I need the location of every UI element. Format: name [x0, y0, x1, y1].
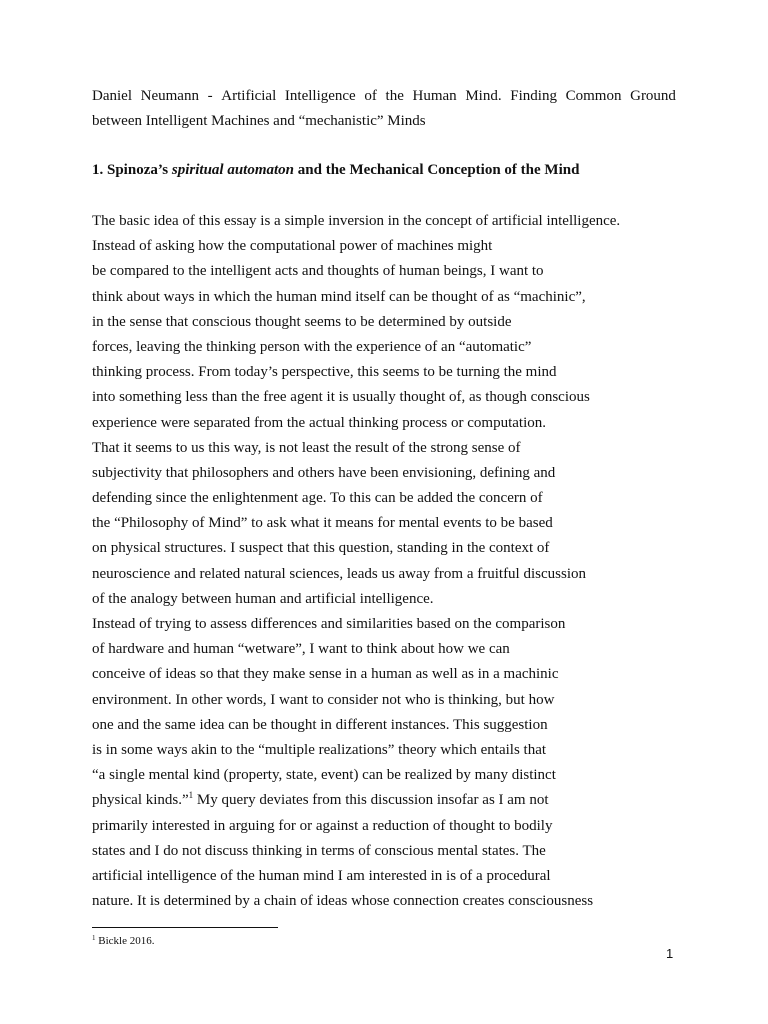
body-line-footnote-before: physical kinds.”	[92, 792, 189, 809]
body-line: thinking process. From today’s perspective, this seems to be turning the mind	[92, 364, 557, 381]
body-line: in the sense that conscious thought seems to be determined by outside	[92, 313, 512, 330]
footnote-reference[interactable]: 1	[188, 790, 194, 801]
body-text	[92, 209, 692, 914]
body-line: forces, leaving the thinking person with the experience of an “automatic”	[92, 338, 532, 355]
section-heading	[92, 158, 579, 183]
document-header	[92, 84, 676, 134]
body-line: subjectivity that philosophers and others have been envisioning, defining and	[92, 464, 556, 481]
body-line: The basic idea of this essay is a simple inversion in the concept of artificial intelligence.	[92, 213, 621, 229]
title-word: Human	[412, 88, 457, 104]
body-line: one and the same idea can be thought in different instances. This suggestion	[92, 716, 548, 733]
title-word: -	[207, 88, 213, 104]
section-heading-italic: spiritual automaton	[171, 162, 295, 178]
body-line: Instead of trying to assess differences and similarities based on the comparison	[92, 616, 566, 632]
body-line: of the analogy between human and artificial intelligence.	[92, 590, 434, 607]
title-word: Neumann	[140, 88, 199, 104]
body-line: think about ways in which the human mind itself can be thought of as “machinic”,	[92, 288, 586, 305]
body-line: the “Philosophy of Mind” to ask what it means for mental events to be based	[92, 515, 553, 532]
footnote-marker: 1	[92, 934, 96, 942]
title-word: Intelligence	[284, 88, 356, 104]
body-line: into something less than the free agent it is usually thought of, as though conscious	[92, 389, 590, 406]
title-line-2: between Intelligent Machines and “mechanistic” Minds	[92, 113, 426, 129]
body-line-footnote-after: My query deviates from this discussion insofar as I am not	[193, 792, 549, 809]
title-word: of	[364, 88, 377, 104]
title-word: Finding	[510, 88, 557, 104]
body-line: experience were separated from the actual thinking process or computation.	[92, 414, 546, 431]
title-word: Ground	[630, 88, 676, 104]
footnote-text: Bickle 2016.	[95, 935, 155, 947]
title-word: Daniel	[92, 88, 132, 104]
body-line: That it seems to us this way, is not least the result of the strong sense of	[92, 439, 521, 456]
body-line: Instead of asking how the computational power of machines might	[92, 238, 493, 255]
body-line: defending since the enlightenment age. To this can be added the concern of	[92, 490, 543, 507]
body-line: be compared to the intelligent acts and thoughts of human beings, I want to	[92, 263, 544, 280]
title-word: Mind.	[465, 88, 502, 104]
body-line: “a single mental kind (property, state, event) can be realized by many distinct	[92, 767, 556, 784]
body-lines-bottom	[92, 814, 692, 915]
title-word: the	[385, 88, 404, 104]
body-line: is in some ways akin to the “multiple realizations” theory which entails that	[92, 741, 547, 758]
section-heading-name: Spinoza’s	[107, 162, 169, 178]
body-line: artificial intelligence of the human mind I am interested in is of a procedural	[92, 867, 551, 884]
body-line: nature. It is determined by a chain of ideas whose connection creates consciousness	[92, 893, 594, 910]
body-line: states and I do not discuss thinking in terms of conscious mental states. The	[92, 842, 546, 859]
title-word: Artificial	[221, 88, 277, 104]
body-line: conceive of ideas so that they make sense in a human as well as in a machinic	[92, 666, 559, 683]
body-line: neuroscience and related natural sciences, leads us away from a fruitful discussion	[92, 565, 586, 582]
body-line: of hardware and human “wetware”, I want to think about how we can	[92, 641, 510, 658]
body-line: on physical structures. I suspect that this question, standing in the context of	[92, 540, 550, 557]
section-number: 1.	[92, 162, 104, 178]
section-heading-rest: and the Mechanical Conception of the Mind	[297, 162, 580, 178]
footnote	[92, 934, 154, 948]
title-word: Common	[565, 88, 622, 104]
title-line-1	[92, 84, 676, 109]
body-lines-top	[92, 209, 692, 788]
footnote-separator	[92, 927, 278, 928]
page-number: 1	[666, 946, 674, 961]
body-line: environment. In other words, I want to consider not who is thinking, but how	[92, 691, 555, 708]
body-line: primarily interested in arguing for or against a reduction of thought to bodily	[92, 817, 553, 834]
body-line-footnote	[92, 788, 692, 813]
